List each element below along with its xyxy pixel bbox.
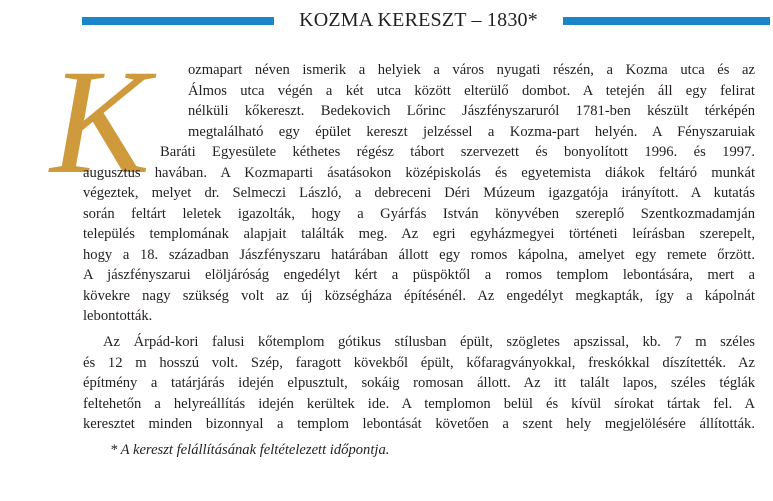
text-line-3: nélküli kőkereszt. Bedekovich Lőrinc Jászfényszaruról 1781-ben készült térképén	[188, 103, 755, 119]
text-line-18: keresztet minden bizonnyal a templom lebontását követően a szent hely megjelölésére állították.	[83, 416, 755, 432]
header-rule-left	[82, 17, 274, 25]
dropcap-letter: K	[50, 39, 151, 188]
text-line-12: kövekre nagy szükség volt az új községháza építésénél. Az engedélyt megkapták, így a kápolnát	[83, 287, 755, 304]
text-line-15: és 12 m hosszú volt. Szép, faragott kövekből épült, kőfaragványokkal, freskókkal díszítették. Az	[83, 354, 755, 371]
text-line-6: augusztus havában. A Kozmaparti ásatásokon középiskolás és egyetemista diákok feltáró munkát	[83, 164, 755, 181]
text-line-4: megtalálható egy épület kereszt jelzéssel a Kozma-part helyén. A Fényszaruiak	[188, 123, 755, 140]
article-title: KOZMA KERESZT – 1830*	[299, 9, 538, 31]
text-line-11: A jászfényszarui elöljáróság engedélyt kért a püspöktől a romos templom lebontására, mert a	[83, 267, 755, 283]
text-line-10: hogy a 18. században Jászfényszaru határában állott egy romos kápolna, amelyet egy remete őrzött.	[83, 246, 755, 263]
text-line-1: ozmapart néven ismerik a helyiek a város nyugati részén, a Kozma utca és az	[188, 62, 755, 78]
footnote: * A kereszt felállításának feltételezett időpontja.	[110, 442, 390, 458]
text-line-8: során feltárt leletek igazolták, hogy a Gyárfás István könyvében szereplő Szentkozmadamján	[83, 205, 755, 222]
text-line-9: település templomának alapjait találták meg. Az egri egyházmegyei történeti leírásban szerepelt,	[83, 226, 755, 242]
header-rule-right	[563, 17, 770, 25]
text-line-17: feltehetőn a helyreállítás idején kerültek ide. A templomon belül és kívül sírokat tártak fel. A	[83, 395, 755, 412]
text-line-2: Álmos utca végén a két utca között elterülő dombot. A tetején áll egy felirat	[188, 82, 755, 99]
text-line-13: lebontották.	[83, 308, 153, 324]
article-header	[0, 6, 773, 34]
text-line-7: végeztek, melyet dr. Selmeczi László, a debreceni Déri Múzeum igazgatója irányított. A kutatás	[83, 185, 755, 201]
text-line-14: Az Árpád-kori falusi kőtemplom gótikus stílusban épült, szögletes apszissal, kb. 7 m széles	[103, 334, 755, 350]
text-line-5: Baráti Egyesülete kéthetes régész tábort szervezett és bonyolított 1996. és 1997.	[160, 144, 755, 160]
text-line-16: építmény a tatárjárás idején elpusztult, sokáig romosan állott. Az itt talált lapos, széles téglák	[83, 375, 755, 391]
